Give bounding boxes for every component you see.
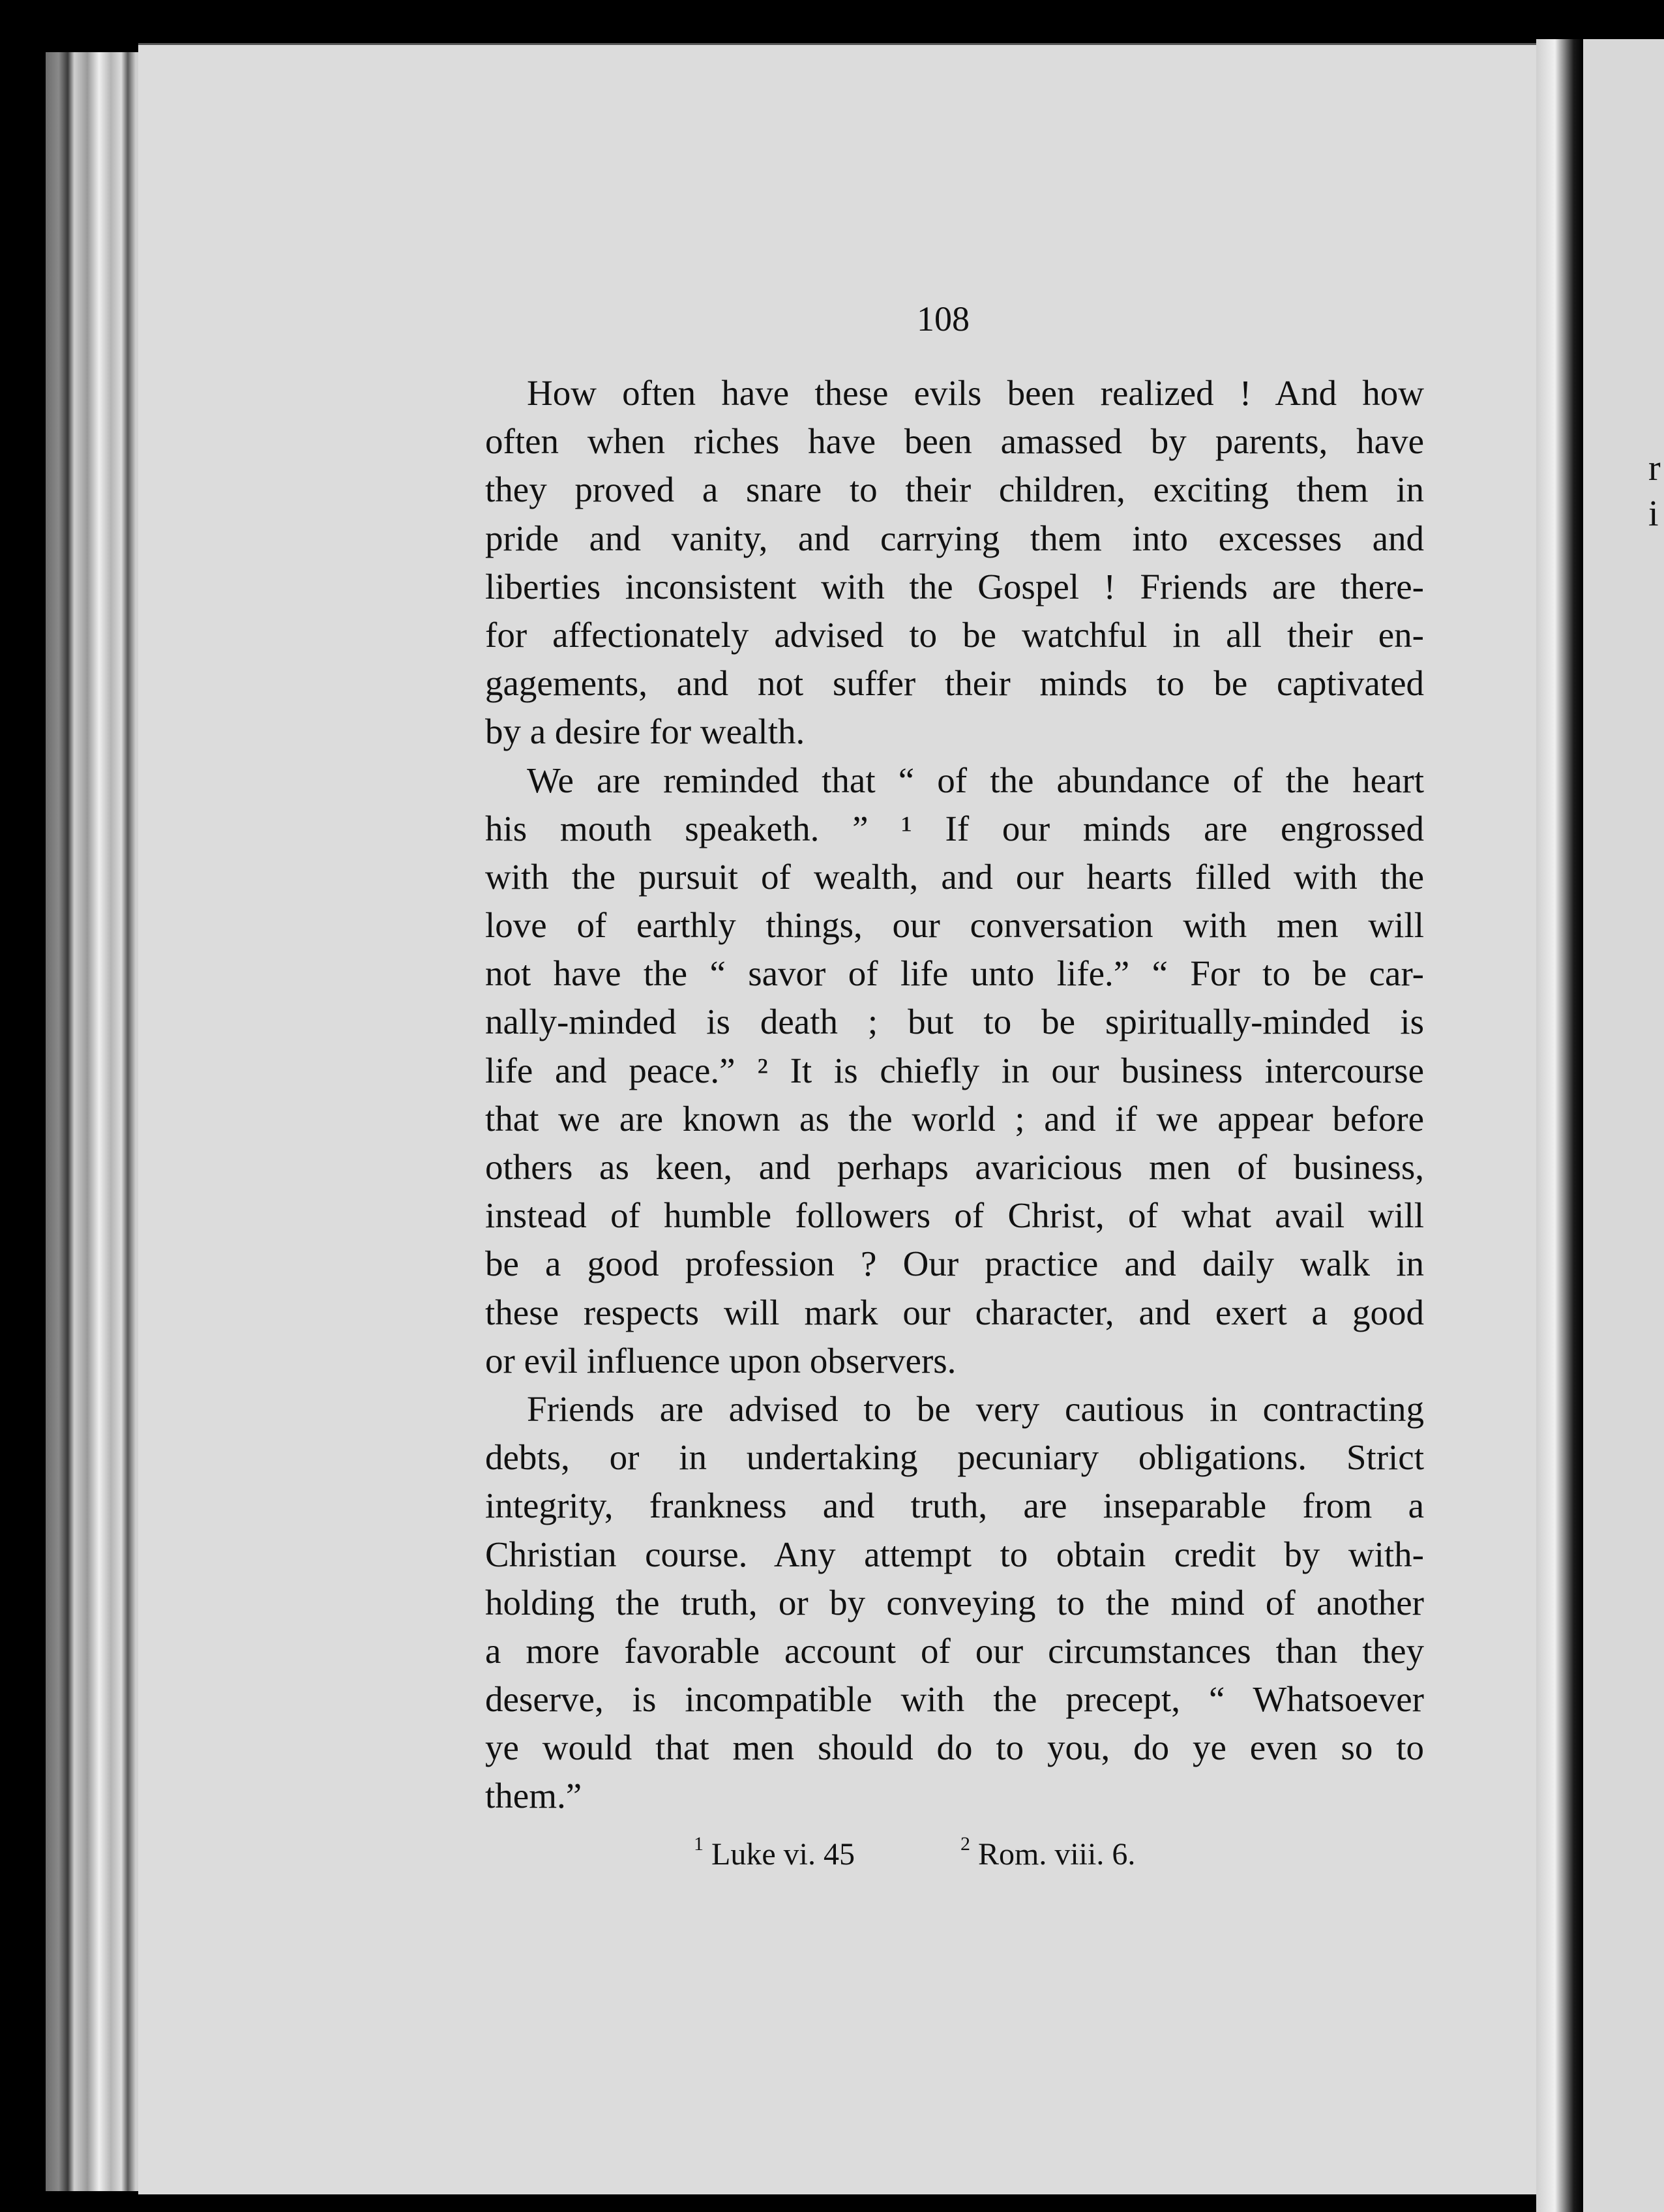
footnote-text: Luke vi. 45 [711, 1837, 855, 1872]
facing-page-fragment: r [1648, 448, 1661, 488]
text-line: pride and vanity, and carrying them into excesses and [485, 518, 1424, 558]
text-line: deserve, is incompatible with the precept, “ Whatsoever [485, 1679, 1424, 1720]
page-number: 108 [917, 299, 970, 338]
text-line: them.” [485, 1776, 582, 1816]
text-line: by a desire for wealth. [485, 711, 805, 752]
footnote-mark: 2 [960, 1833, 970, 1855]
footnote-mark: 1 [694, 1833, 704, 1855]
text-line: a more favorable account of our circumstances than they [485, 1630, 1424, 1671]
book-gutter [1536, 39, 1583, 2212]
text-line: these respects will mark our character, and exert a good [485, 1292, 1424, 1332]
body-text [485, 369, 1424, 1821]
text-line: life and peace.” ² It is chiefly in our business intercourse [485, 1050, 1424, 1090]
text-line: that we are known as the world ; and if we appear before [485, 1098, 1424, 1139]
text-line: ye would that men should do to you, do ye even so to [485, 1727, 1424, 1768]
text-line: with the pursuit of wealth, and our hearts filled with the [485, 856, 1424, 897]
text-line: Christian course. Any attempt to obtain credit by with- [485, 1534, 1424, 1574]
text-line: holding the truth, or by conveying to the mind of another [485, 1582, 1424, 1622]
text-line: How often have these evils been realized ! And how [527, 373, 1424, 413]
text-line: love of earthly things, our conversation with men will [485, 905, 1424, 946]
text-line: they proved a snare to their children, exciting them in [485, 470, 1424, 510]
text-line: gagements, and not suffer their minds to be captivated [485, 663, 1424, 704]
footnote [694, 1833, 855, 1872]
book-edge-left [46, 52, 143, 2191]
text-line: debts, or in undertaking pecuniary obligations. Strict [485, 1437, 1424, 1478]
text-line: often when riches have been amassed by parents, have [485, 421, 1424, 462]
footnotes [694, 1833, 1228, 1872]
text-line: be a good profession ? Our practice and daily walk in [485, 1244, 1424, 1284]
text-line: for affectionately advised to be watchful in all their en- [485, 614, 1424, 655]
text-line: his mouth speaketh. ” ¹ If our minds are engrossed [485, 808, 1424, 848]
text-line: nally-minded is death ; but to be spiritually-minded is [485, 1002, 1424, 1042]
text-line: integrity, frankness and truth, are inseparable from a [485, 1486, 1424, 1526]
text-line: instead of humble followers of Christ, of what avail will [485, 1195, 1424, 1236]
text-line: Friends are advised to be very cautious in contracting [527, 1388, 1424, 1429]
footnote-text: Rom. viii. 6. [977, 1837, 1136, 1872]
text-line: not have the “ savor of life unto life.” “ For to be car- [485, 953, 1424, 994]
facing-page-fragment: i [1648, 494, 1659, 534]
text-line: liberties inconsistent with the Gospel ! Friends are there- [485, 566, 1424, 606]
text-line: We are reminded that “ of the abundance of the heart [527, 760, 1424, 800]
facing-page [1583, 39, 1664, 2212]
text-line: or evil influence upon observers. [485, 1340, 957, 1381]
text-line: others as keen, and perhaps avaricious men of business, [485, 1147, 1424, 1187]
footnote [960, 1833, 1136, 1872]
